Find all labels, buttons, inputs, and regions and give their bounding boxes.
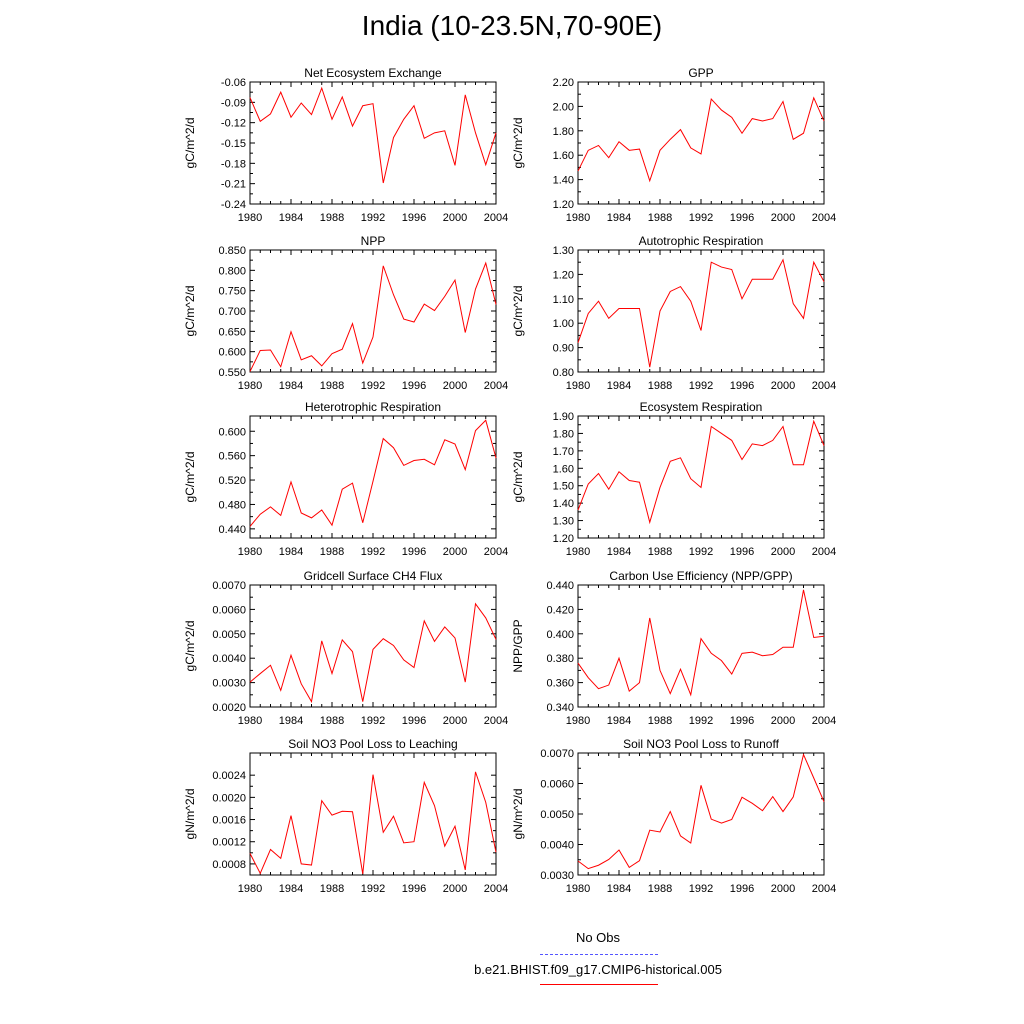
y-tick-label: 0.400 — [546, 628, 574, 641]
x-tick-label: 1980 — [237, 883, 263, 895]
y-tick-label: 0.650 — [218, 326, 246, 339]
x-tick-label: 2004 — [811, 715, 837, 727]
x-tick-label: 1980 — [565, 883, 591, 895]
x-tick-label: 1984 — [278, 546, 304, 558]
x-tick-label: 1988 — [647, 715, 673, 727]
x-tick-label: 1988 — [647, 883, 673, 895]
y-tick-label: 0.340 — [546, 702, 574, 714]
y-tick-label: 0.360 — [546, 677, 574, 690]
x-tick-label: 1980 — [565, 715, 591, 727]
y-axis-label: gC/m^2/d — [511, 117, 525, 169]
y-tick-label: 1.70 — [552, 445, 574, 458]
y-tick-label: 0.0020 — [212, 702, 246, 714]
y-tick-label: -0.18 — [220, 158, 246, 171]
series-line — [250, 263, 496, 372]
y-tick-label: 1.60 — [552, 463, 574, 476]
series-line — [250, 420, 496, 526]
y-tick-label: 0.480 — [218, 499, 246, 512]
x-tick-label: 1992 — [688, 715, 714, 727]
x-tick-label: 2000 — [442, 546, 468, 558]
x-tick-label: 1984 — [606, 212, 632, 224]
y-tick-label: 0.0060 — [540, 778, 574, 791]
x-tick-label: 1996 — [401, 883, 427, 895]
x-tick-label: 1980 — [237, 715, 263, 727]
x-tick-label: 2004 — [483, 883, 509, 895]
plot-frame — [578, 250, 824, 372]
y-tick-label: 0.800 — [218, 265, 246, 278]
plot-frame — [578, 82, 824, 204]
panel-title: Net Ecosystem Exchange — [304, 66, 442, 80]
x-tick-label: 2004 — [483, 212, 509, 224]
x-tick-label: 1984 — [606, 546, 632, 558]
y-tick-label: 0.0008 — [212, 858, 246, 871]
x-tick-label: 1996 — [401, 546, 427, 558]
y-tick-label: 0.420 — [546, 604, 574, 617]
panel-net-ecosystem-exchange — [183, 66, 508, 224]
y-axis-label: gC/m^2/d — [183, 620, 197, 672]
x-tick-label: 1984 — [278, 380, 304, 392]
y-tick-label: 1.90 — [552, 411, 574, 423]
y-tick-label: 1.40 — [552, 498, 574, 511]
y-axis-label: gC/m^2/d — [511, 451, 525, 503]
y-tick-label: 0.0012 — [212, 836, 246, 849]
y-tick-label: 2.00 — [552, 101, 574, 114]
y-tick-label: 0.0060 — [212, 604, 246, 617]
x-tick-label: 2000 — [442, 883, 468, 895]
y-axis-label: NPP/GPP — [511, 619, 525, 673]
y-tick-label: -0.09 — [220, 97, 246, 110]
y-axis-label: gC/m^2/d — [183, 285, 197, 337]
panel-title: NPP — [360, 234, 386, 248]
x-tick-label: 1988 — [319, 715, 345, 727]
x-tick-label: 1988 — [319, 212, 345, 224]
series-line — [578, 98, 824, 181]
x-tick-label: 2000 — [442, 715, 468, 727]
figure-title: India (10-23.5N,70-90E) — [361, 10, 663, 41]
y-tick-label: 1.30 — [552, 515, 574, 528]
x-tick-label: 1992 — [360, 546, 386, 558]
x-tick-label: 1996 — [729, 883, 755, 895]
y-tick-label: 1.60 — [552, 150, 574, 163]
x-tick-label: 1988 — [647, 212, 673, 224]
x-tick-label: 1980 — [237, 380, 263, 392]
x-tick-label: 2004 — [811, 212, 837, 224]
y-tick-label: 1.80 — [552, 125, 574, 138]
panel-title: Carbon Use Efficiency (NPP/GPP) — [609, 569, 793, 583]
panel-title: GPP — [688, 66, 714, 80]
panel-heterotrophic-respiration — [183, 400, 508, 558]
plot-frame — [578, 753, 824, 875]
x-tick-label: 2004 — [483, 715, 509, 727]
y-tick-label: 0.0020 — [212, 792, 246, 805]
x-tick-label: 1984 — [606, 380, 632, 392]
plot-frame — [250, 416, 496, 538]
panel-gridcell-surface-ch4-flux — [183, 569, 508, 727]
series-line — [578, 421, 824, 522]
y-tick-label: 1.00 — [552, 318, 574, 331]
y-tick-label: 0.560 — [218, 450, 246, 463]
x-tick-label: 1988 — [647, 546, 673, 558]
legend-label-model-run: b.e21.BHIST.f09_g17.CMIP6-historical.005 — [474, 962, 722, 977]
y-tick-label: 1.80 — [552, 428, 574, 441]
y-tick-label: -0.24 — [220, 199, 246, 211]
y-tick-label: 1.10 — [552, 293, 574, 306]
x-tick-label: 1992 — [688, 546, 714, 558]
y-tick-label: 0.600 — [218, 346, 246, 359]
y-tick-label: 0.440 — [546, 580, 574, 592]
y-tick-label: 0.700 — [218, 306, 246, 318]
x-tick-label: 2004 — [811, 546, 837, 558]
x-tick-label: 2004 — [483, 546, 509, 558]
panel-ecosystem-respiration — [511, 400, 836, 558]
series-line — [578, 755, 824, 869]
y-tick-label: 0.0030 — [212, 677, 246, 690]
y-tick-label: 2.20 — [552, 77, 574, 89]
y-tick-label: 0.440 — [218, 523, 246, 536]
series-line — [250, 604, 496, 702]
y-tick-label: 1.20 — [552, 269, 574, 282]
y-tick-label: 0.0070 — [212, 580, 246, 592]
series-line — [578, 260, 824, 367]
plot-frame — [578, 416, 824, 538]
x-tick-label: 1996 — [401, 212, 427, 224]
x-tick-label: 1988 — [319, 546, 345, 558]
x-tick-label: 1980 — [565, 546, 591, 558]
y-tick-label: 0.0070 — [540, 748, 574, 760]
series-line — [250, 772, 496, 874]
x-tick-label: 1992 — [360, 715, 386, 727]
x-tick-label: 1980 — [237, 212, 263, 224]
x-tick-label: 1996 — [729, 546, 755, 558]
y-tick-label: 0.0050 — [540, 809, 574, 821]
y-tick-label: 1.30 — [552, 245, 574, 257]
x-tick-label: 1984 — [278, 715, 304, 727]
y-axis-label: gC/m^2/d — [183, 451, 197, 503]
y-tick-label: 0.850 — [218, 245, 246, 257]
x-tick-label: 1980 — [565, 380, 591, 392]
x-tick-label: 2000 — [770, 715, 796, 727]
x-tick-label: 2004 — [483, 380, 509, 392]
plot-frame — [250, 585, 496, 707]
x-tick-label: 1980 — [565, 212, 591, 224]
panel-soil-no3-pool-loss-to-runoff — [511, 737, 836, 895]
y-tick-label: 0.0024 — [212, 770, 246, 783]
y-tick-label: 1.40 — [552, 174, 574, 187]
x-tick-label: 1996 — [401, 715, 427, 727]
x-tick-label: 1992 — [360, 380, 386, 392]
y-tick-label: -0.21 — [220, 178, 246, 191]
x-tick-label: 1988 — [319, 380, 345, 392]
legend-swatch-model-run — [540, 984, 658, 985]
panel-gpp — [511, 66, 836, 224]
x-tick-label: 1984 — [278, 883, 304, 895]
y-tick-label: 1.20 — [552, 533, 574, 545]
y-tick-label: 0.550 — [218, 367, 246, 379]
x-tick-label: 1996 — [729, 715, 755, 727]
y-tick-label: 0.0040 — [212, 653, 246, 666]
y-axis-label: gN/m^2/d — [511, 788, 525, 840]
y-tick-label: 0.750 — [218, 285, 246, 298]
y-tick-label: -0.06 — [220, 77, 246, 89]
x-tick-label: 2004 — [811, 883, 837, 895]
legend-label-no-obs: No Obs — [575, 930, 621, 945]
panel-npp — [183, 234, 508, 392]
x-tick-label: 1992 — [688, 883, 714, 895]
x-tick-label: 1984 — [606, 883, 632, 895]
x-tick-label: 1996 — [729, 380, 755, 392]
y-tick-label: 0.520 — [218, 475, 246, 488]
y-tick-label: 0.0016 — [212, 814, 246, 827]
x-tick-label: 1988 — [319, 883, 345, 895]
y-tick-label: 0.0030 — [540, 870, 574, 882]
x-tick-label: 1984 — [278, 212, 304, 224]
panel-soil-no3-pool-loss-to-leaching — [183, 737, 508, 895]
y-tick-label: 1.20 — [552, 199, 574, 211]
y-tick-label: 0.600 — [218, 426, 246, 439]
x-tick-label: 1984 — [606, 715, 632, 727]
x-tick-label: 1992 — [688, 380, 714, 392]
y-axis-label: gC/m^2/d — [183, 117, 197, 169]
series-line — [250, 88, 496, 183]
plot-frame — [250, 82, 496, 204]
x-tick-label: 2004 — [811, 380, 837, 392]
x-tick-label: 1992 — [360, 212, 386, 224]
series-line — [578, 590, 824, 695]
legend-swatch-no-obs — [540, 954, 658, 955]
y-tick-label: 1.50 — [552, 480, 574, 493]
y-tick-label: 0.380 — [546, 653, 574, 666]
x-tick-label: 2000 — [442, 380, 468, 392]
y-tick-label: 0.90 — [552, 342, 574, 355]
x-tick-label: 2000 — [442, 212, 468, 224]
x-tick-label: 2000 — [770, 546, 796, 558]
x-tick-label: 2000 — [770, 380, 796, 392]
panel-carbon-use-efficiency-npp-gpp — [511, 569, 836, 727]
panel-title: Gridcell Surface CH4 Flux — [303, 569, 443, 583]
x-tick-label: 1992 — [360, 883, 386, 895]
x-tick-label: 1996 — [729, 212, 755, 224]
x-tick-label: 1988 — [647, 380, 673, 392]
panel-title: Heterotrophic Respiration — [304, 400, 442, 414]
y-axis-label: gN/m^2/d — [183, 788, 197, 840]
x-tick-label: 2000 — [770, 883, 796, 895]
panel-title: Soil NO3 Pool Loss to Leaching — [288, 737, 458, 751]
y-tick-label: -0.15 — [220, 138, 246, 150]
panel-title: Ecosystem Respiration — [639, 400, 763, 414]
y-tick-label: 0.80 — [552, 367, 574, 379]
y-tick-label: -0.12 — [220, 117, 246, 130]
panel-title: Soil NO3 Pool Loss to Runoff — [623, 737, 779, 751]
y-tick-label: 0.0050 — [212, 628, 246, 641]
plot-frame — [578, 585, 824, 707]
y-axis-label: gC/m^2/d — [511, 285, 525, 337]
x-tick-label: 1992 — [688, 212, 714, 224]
x-tick-label: 1996 — [401, 380, 427, 392]
plot-frame — [250, 753, 496, 875]
x-tick-label: 1980 — [237, 546, 263, 558]
x-tick-label: 2000 — [770, 212, 796, 224]
y-tick-label: 0.0040 — [540, 839, 574, 852]
panel-title: Autotrophic Respiration — [638, 234, 764, 248]
plot-frame — [250, 250, 496, 372]
panel-autotrophic-respiration — [511, 234, 836, 392]
